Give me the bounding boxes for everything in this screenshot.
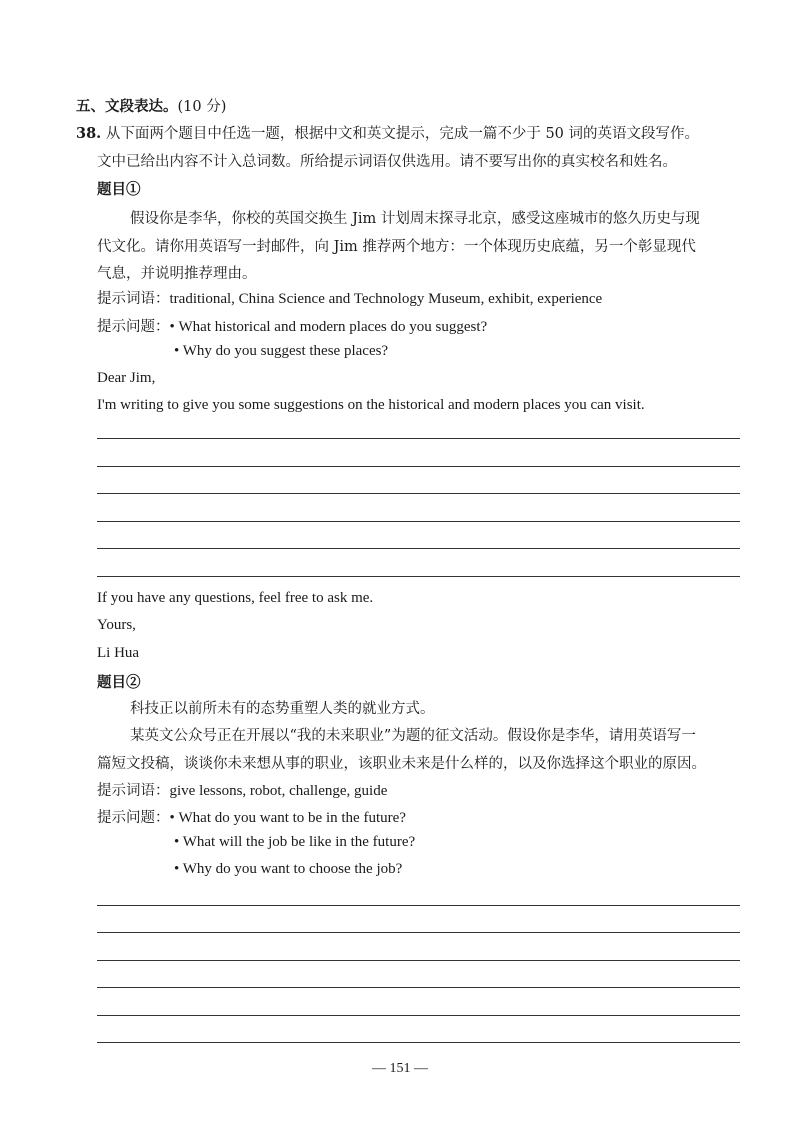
instruction-text-1: 从下面两个题目中任选一题，根据中文和英文提示，完成一篇不少于 50 词的英语文段写作。 xyxy=(105,126,700,142)
writing-line[interactable] xyxy=(97,548,740,549)
section-heading xyxy=(76,95,226,116)
hint-words-label: 提示词语： xyxy=(97,291,170,307)
writing-line[interactable] xyxy=(97,960,740,961)
writing-line[interactable] xyxy=(97,521,740,522)
question-instruction-line1 xyxy=(76,122,699,143)
writing-line[interactable] xyxy=(97,466,740,467)
letter-name: Li Hua xyxy=(97,645,140,661)
writing-line[interactable] xyxy=(97,905,740,906)
topic2-hint-question-2: • What will the job be like in the future? xyxy=(174,834,416,850)
writing-line[interactable] xyxy=(97,493,740,494)
topic1-desc-line2: 代文化。请你用英语写一封邮件，向 Jim 推荐两个地方：一个体现历史底蕴，另一个彰显现代 xyxy=(97,239,696,255)
topic1-desc-line3: 气息，并说明推荐理由。 xyxy=(97,266,257,282)
section-title: 五、文段表达。 xyxy=(76,98,178,115)
topic2-hint-words xyxy=(97,779,387,800)
page-number: — 151 — xyxy=(372,1061,428,1076)
topic2-desc-line2: 某英文公众号正在开展以“我的未来职业”为题的征文活动。假设你是李华，请用英语写一 xyxy=(130,728,696,744)
section-score: (10 分) xyxy=(177,99,227,115)
topic2-desc-line1: 科技正以前所未有的态势重塑人类的就业方式。 xyxy=(130,701,435,717)
topic2-desc-line3: 篇短文投稿，谈谈你未来想从事的职业，该职业未来是什么样的，以及你选择这个职业的原因。 xyxy=(97,756,706,772)
hint-question: • What historical and modern places do you suggest? xyxy=(169,319,488,335)
topic2-hint-question-3: • Why do you want to choose the job? xyxy=(174,861,403,877)
topic1-hint-question-2: • Why do you suggest these places? xyxy=(174,343,389,359)
letter-opening: I'm writing to give you some suggestions on the historical and modern places you can visit. xyxy=(97,397,645,413)
writing-line[interactable] xyxy=(97,932,740,933)
topic1-hint-words xyxy=(97,287,602,308)
question-instruction-line2: 文中已给出内容不计入总词数。所给提示词语仅供选用。请不要写出你的真实校名和姓名。 xyxy=(97,154,677,170)
topic2-heading: 题目② xyxy=(97,674,141,691)
hint-words-text: give lessons, robot, challenge, guide xyxy=(169,783,388,799)
hint-words-label: 提示词语： xyxy=(97,783,170,799)
hint-questions-label: 提示问题： xyxy=(97,810,170,826)
writing-line[interactable] xyxy=(97,1015,740,1016)
letter-greeting: Dear Jim, xyxy=(97,370,156,386)
topic2-hint-question-1 xyxy=(97,806,406,827)
hint-words-text: traditional, China Science and Technology Museum, exhibit, experience xyxy=(169,291,603,307)
writing-line[interactable] xyxy=(97,1042,740,1043)
topic1-desc-line1: 假设你是李华，你校的英国交换生 Jim 计划周末探寻北京，感受这座城市的悠久历史与现 xyxy=(130,211,700,227)
letter-signoff: Yours, xyxy=(97,617,136,633)
hint-questions-label: 提示问题： xyxy=(97,319,170,335)
question-number: 38. xyxy=(76,125,102,142)
writing-line[interactable] xyxy=(97,987,740,988)
topic1-heading: 题目① xyxy=(97,181,141,198)
hint-question: • What do you want to be in the future? xyxy=(169,810,406,826)
topic1-hint-question-1 xyxy=(97,315,487,336)
letter-closing: If you have any questions, feel free to ask me. xyxy=(97,590,374,606)
writing-line[interactable] xyxy=(97,576,740,577)
writing-line[interactable] xyxy=(97,438,740,439)
